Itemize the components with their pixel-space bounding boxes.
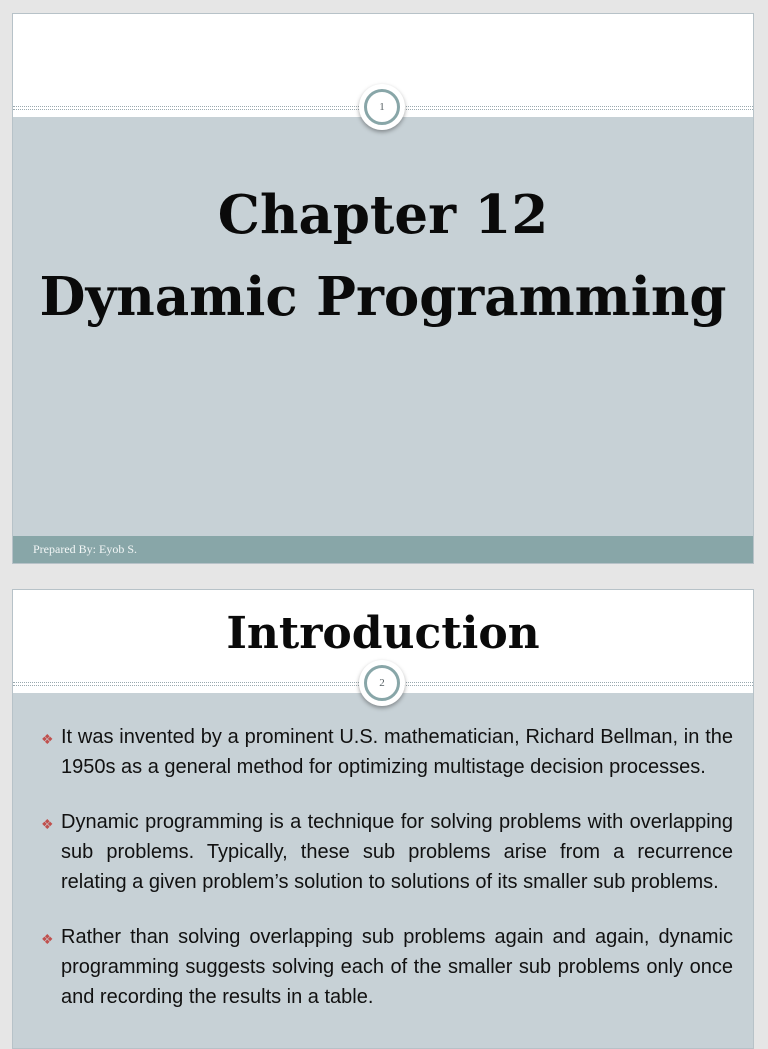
bullet-item	[41, 807, 733, 897]
slide-number: 2	[379, 677, 385, 689]
diamond-bullet-icon: ❖	[41, 816, 54, 832]
bullet-list	[41, 722, 733, 1037]
slide-2	[12, 589, 754, 1049]
bullet-text: It was invented by a prominent U.S. mathematician, Richard Bellman, in the 1950s as a general method for optimizing multistage decision processes.	[61, 726, 733, 778]
slide-title	[13, 174, 753, 338]
title-line-topic: Dynamic Programming	[39, 266, 727, 328]
slide-number-badge	[359, 84, 405, 130]
bullet-item	[41, 922, 733, 1012]
slide-number-badge	[359, 660, 405, 706]
bullet-text: Rather than solving overlapping sub problems again and again, dynamic programming suggests solving each of the smaller sub problems only once and recording the results in a table.	[61, 926, 733, 1008]
slide-title: Introduction	[226, 608, 540, 659]
bullet-text: Dynamic programming is a technique for solving problems with overlapping sub problems. Typically, these sub problems arise from a recurrence relating a given problem’s solution to solutions of its smaller sub problems.	[61, 811, 733, 893]
slide-number: 1	[379, 101, 385, 113]
slide-footer	[13, 536, 753, 563]
footer-author: Prepared By: Eyob S.	[33, 542, 137, 556]
slide-1	[12, 13, 754, 564]
title-line-chapter: Chapter 12	[217, 184, 549, 246]
diamond-bullet-icon: ❖	[41, 931, 54, 947]
bullet-item	[41, 722, 733, 782]
diamond-bullet-icon: ❖	[41, 731, 54, 747]
